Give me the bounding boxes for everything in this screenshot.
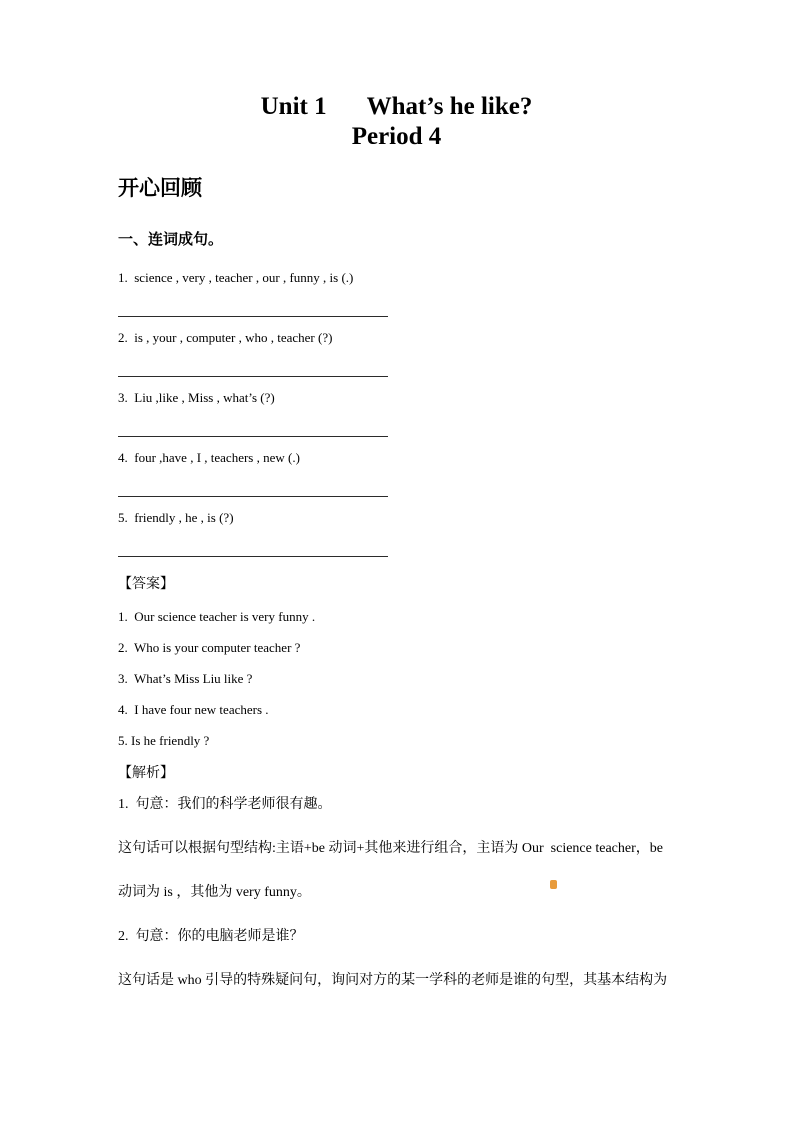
question-block — [118, 331, 675, 377]
answer-item: 1. Our science teacher is very funny . — [118, 608, 316, 624]
title-unit: Unit 1 — [260, 93, 327, 120]
document-title — [118, 92, 675, 122]
analysis-list — [118, 797, 675, 989]
answer-item: 5. Is he friendly ? — [118, 732, 210, 748]
answer-item: 2. Who is your computer teacher ? — [118, 639, 301, 655]
question-block — [118, 271, 675, 317]
exercise-heading: 一、连词成句。 — [118, 231, 224, 248]
analysis-line: 动词为 is ，其他为 very funny。 — [118, 884, 311, 900]
question-block — [118, 391, 675, 437]
answer-item: 3. What’s Miss Liu like ? — [118, 670, 253, 686]
answer-blank-line — [118, 376, 388, 377]
question-block — [118, 511, 675, 557]
section-heading: 开心回顾 — [118, 177, 202, 200]
proofing-mark-icon — [550, 880, 557, 889]
question-text: 4. four ,have , I , teachers , new (.) — [118, 449, 300, 465]
answer-blank-line — [118, 316, 388, 317]
question-text: 2. is , your , computer , who , teacher (?) — [118, 329, 333, 345]
answers-list — [118, 610, 675, 749]
analysis-line: 这句话可以根据句型结构:主语+be 动词+其他来进行组合，主语为 Our science teacher，be — [118, 840, 663, 856]
answer-blank-line — [118, 436, 388, 437]
analysis-line: 2. 句意：你的电脑老师是谁？ — [118, 928, 304, 944]
document-subtitle: Period 4 — [351, 123, 442, 150]
question-text: 1. science , very , teacher , our , funny , is (.) — [118, 270, 354, 285]
analysis-line: 1. 句意：我们的科学老师很有趣。 — [118, 796, 332, 812]
analysis-label: 【解析】 — [118, 766, 174, 782]
answer-blank-line — [118, 496, 388, 497]
question-text: 3. Liu ,like , Miss , what’s (?) — [118, 389, 275, 405]
answer-blank-line — [118, 556, 388, 557]
answer-item: 4. I have four new teachers . — [118, 701, 269, 717]
answers-label: 【答案】 — [118, 576, 174, 592]
title-question: What’s he like? — [366, 93, 533, 120]
question-block — [118, 451, 675, 497]
question-text: 5. friendly , he , is (?) — [118, 509, 234, 525]
analysis-line: 这句话是 who 引导的特殊疑问句，询问对方的某一学科的老师是谁的句型，其基本结构为 — [118, 972, 668, 988]
questions-list — [118, 271, 675, 557]
